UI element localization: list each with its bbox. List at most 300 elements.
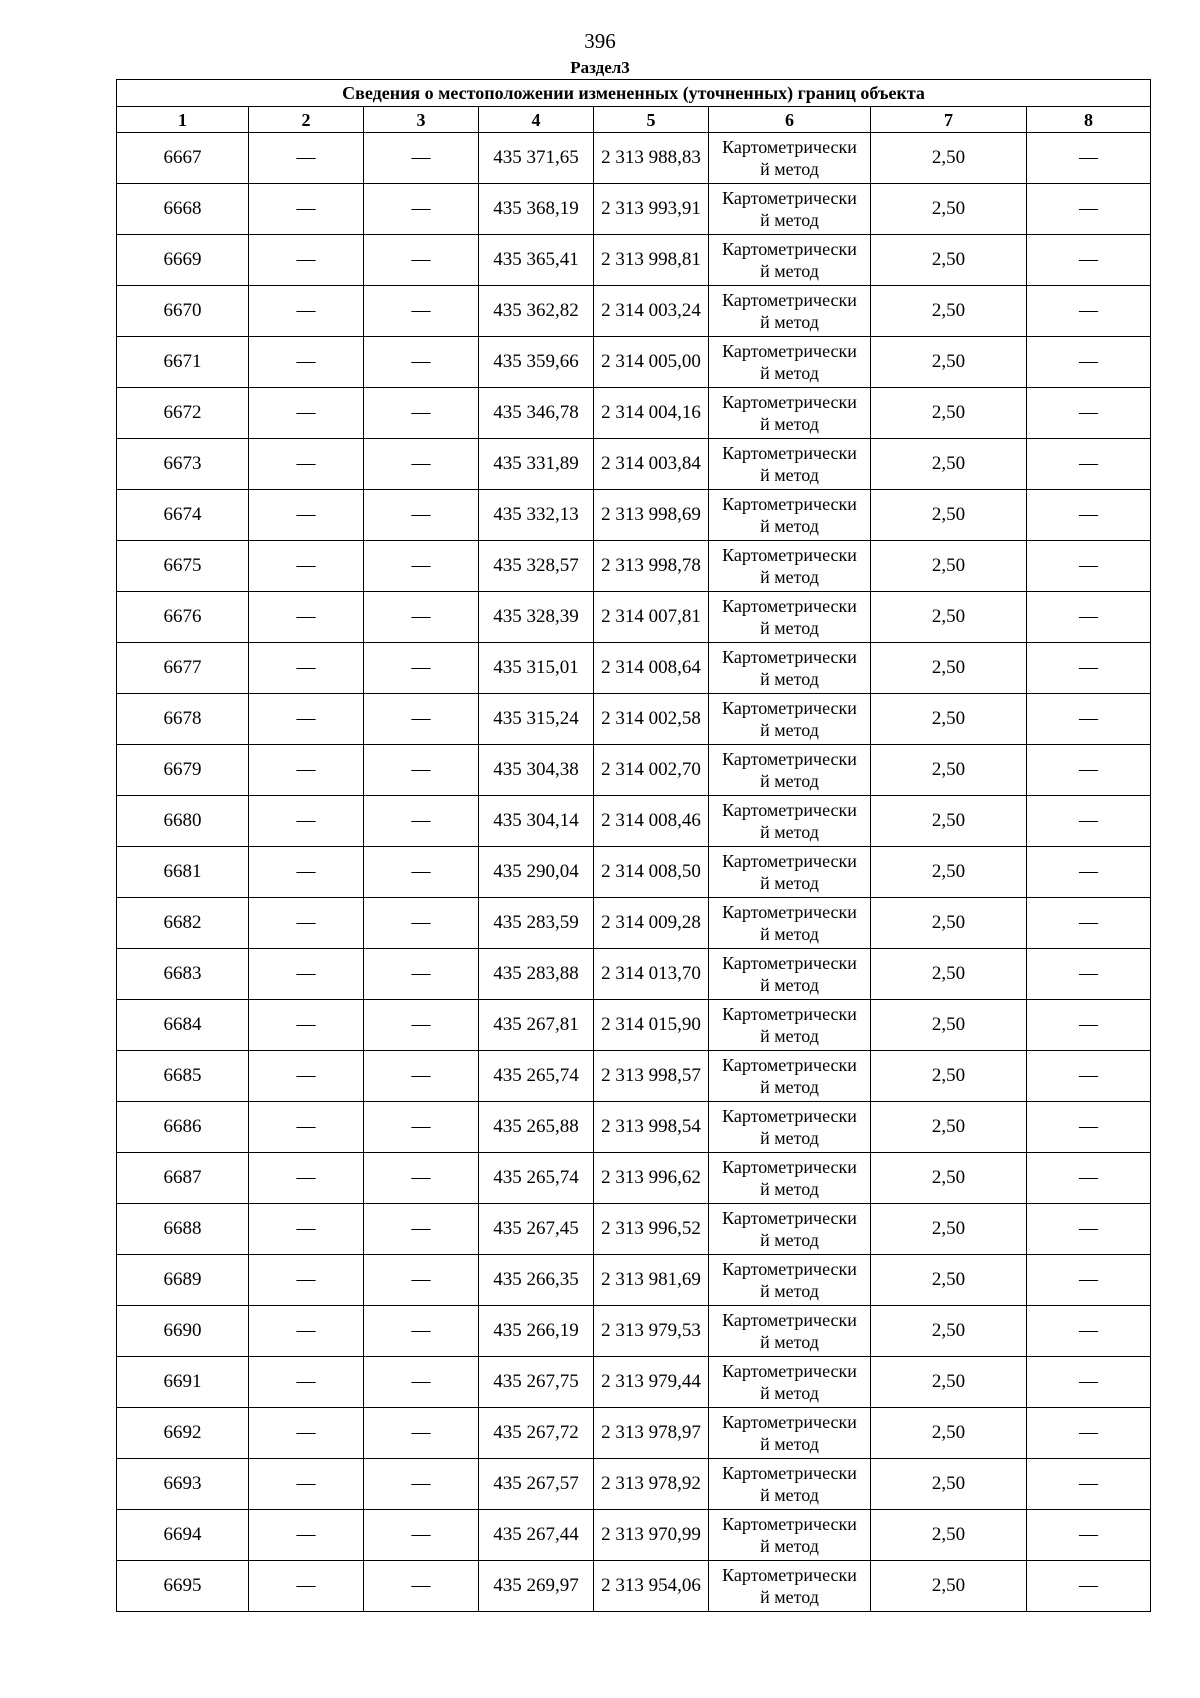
accuracy-cell: 2,50 bbox=[871, 1153, 1027, 1204]
table-row bbox=[117, 1561, 1151, 1612]
table-row bbox=[117, 286, 1151, 337]
dash-cell: — bbox=[364, 388, 479, 439]
dash-cell: — bbox=[1027, 1102, 1151, 1153]
method-cell bbox=[709, 643, 871, 694]
dash-cell: — bbox=[249, 643, 364, 694]
dash-cell: — bbox=[1027, 694, 1151, 745]
x-coordinate-cell: 435 371,65 bbox=[479, 133, 594, 184]
y-coordinate-cell: 2 313 979,44 bbox=[594, 1357, 709, 1408]
method-text-line1: Картометрически bbox=[722, 137, 857, 157]
method-cell bbox=[709, 694, 871, 745]
dash-cell: — bbox=[364, 1510, 479, 1561]
x-coordinate-cell: 435 266,19 bbox=[479, 1306, 594, 1357]
accuracy-cell: 2,50 bbox=[871, 898, 1027, 949]
method-text-line1: Картометрически bbox=[722, 1514, 857, 1534]
dash-cell: — bbox=[1027, 1000, 1151, 1051]
method-text-line2: й метод bbox=[760, 618, 819, 638]
method-cell bbox=[709, 1561, 871, 1612]
x-coordinate-cell: 435 283,59 bbox=[479, 898, 594, 949]
method-text-line2: й метод bbox=[760, 312, 819, 332]
dash-cell: — bbox=[1027, 235, 1151, 286]
table-row bbox=[117, 184, 1151, 235]
method-text-line2: й метод bbox=[760, 1026, 819, 1046]
dash-cell: — bbox=[364, 184, 479, 235]
point-number-cell: 6675 bbox=[117, 541, 249, 592]
x-coordinate-cell: 435 331,89 bbox=[479, 439, 594, 490]
method-cell bbox=[709, 1204, 871, 1255]
y-coordinate-cell: 2 313 970,99 bbox=[594, 1510, 709, 1561]
dash-cell: — bbox=[249, 949, 364, 1000]
y-coordinate-cell: 2 313 998,69 bbox=[594, 490, 709, 541]
point-number-cell: 6691 bbox=[117, 1357, 249, 1408]
column-number: 2 bbox=[249, 107, 364, 133]
point-number-cell: 6667 bbox=[117, 133, 249, 184]
column-number: 7 bbox=[871, 107, 1027, 133]
y-coordinate-cell: 2 314 002,58 bbox=[594, 694, 709, 745]
table-row bbox=[117, 490, 1151, 541]
method-text-line2: й метод bbox=[760, 924, 819, 944]
method-text-line2: й метод bbox=[760, 720, 819, 740]
accuracy-cell: 2,50 bbox=[871, 1051, 1027, 1102]
dash-cell: — bbox=[364, 286, 479, 337]
x-coordinate-cell: 435 283,88 bbox=[479, 949, 594, 1000]
dash-cell: — bbox=[249, 184, 364, 235]
method-text-line1: Картометрически bbox=[722, 1361, 857, 1381]
table-row bbox=[117, 592, 1151, 643]
dash-cell: — bbox=[249, 694, 364, 745]
method-cell bbox=[709, 1255, 871, 1306]
method-cell bbox=[709, 184, 871, 235]
accuracy-cell: 2,50 bbox=[871, 1102, 1027, 1153]
dash-cell: — bbox=[364, 1306, 479, 1357]
table-row bbox=[117, 541, 1151, 592]
method-text-line1: Картометрически bbox=[722, 1259, 857, 1279]
y-coordinate-cell: 2 314 005,00 bbox=[594, 337, 709, 388]
dash-cell: — bbox=[1027, 745, 1151, 796]
dash-cell: — bbox=[1027, 949, 1151, 1000]
table-row bbox=[117, 796, 1151, 847]
method-text-line2: й метод bbox=[760, 1485, 819, 1505]
dash-cell: — bbox=[249, 388, 364, 439]
method-text-line1: Картометрически bbox=[722, 596, 857, 616]
dash-cell: — bbox=[1027, 1357, 1151, 1408]
y-coordinate-cell: 2 313 988,83 bbox=[594, 133, 709, 184]
accuracy-cell: 2,50 bbox=[871, 1408, 1027, 1459]
point-number-cell: 6692 bbox=[117, 1408, 249, 1459]
method-text-line1: Картометрически bbox=[722, 1055, 857, 1075]
accuracy-cell: 2,50 bbox=[871, 1000, 1027, 1051]
dash-cell: — bbox=[364, 1408, 479, 1459]
dash-cell: — bbox=[249, 133, 364, 184]
accuracy-cell: 2,50 bbox=[871, 1255, 1027, 1306]
dash-cell: — bbox=[249, 541, 364, 592]
point-number-cell: 6683 bbox=[117, 949, 249, 1000]
dash-cell: — bbox=[249, 337, 364, 388]
dash-cell: — bbox=[1027, 1459, 1151, 1510]
point-number-cell: 6671 bbox=[117, 337, 249, 388]
x-coordinate-cell: 435 365,41 bbox=[479, 235, 594, 286]
y-coordinate-cell: 2 313 979,53 bbox=[594, 1306, 709, 1357]
accuracy-cell: 2,50 bbox=[871, 592, 1027, 643]
method-cell bbox=[709, 490, 871, 541]
x-coordinate-cell: 435 269,97 bbox=[479, 1561, 594, 1612]
dash-cell: — bbox=[364, 949, 479, 1000]
dash-cell: — bbox=[1027, 796, 1151, 847]
section-title: Раздел3 bbox=[570, 58, 630, 77]
dash-cell: — bbox=[1027, 1408, 1151, 1459]
table-row bbox=[117, 388, 1151, 439]
accuracy-cell: 2,50 bbox=[871, 1357, 1027, 1408]
method-cell bbox=[709, 439, 871, 490]
table-row bbox=[117, 694, 1151, 745]
column-number-row bbox=[117, 107, 1151, 133]
method-cell bbox=[709, 1408, 871, 1459]
table-row bbox=[117, 1408, 1151, 1459]
point-number-cell: 6693 bbox=[117, 1459, 249, 1510]
point-number-cell: 6694 bbox=[117, 1510, 249, 1561]
accuracy-cell: 2,50 bbox=[871, 796, 1027, 847]
method-text-line2: й метод bbox=[760, 261, 819, 281]
dash-cell: — bbox=[364, 796, 479, 847]
method-text-line2: й метод bbox=[760, 1281, 819, 1301]
table-row bbox=[117, 133, 1151, 184]
x-coordinate-cell: 435 346,78 bbox=[479, 388, 594, 439]
method-cell bbox=[709, 949, 871, 1000]
dash-cell: — bbox=[1027, 1051, 1151, 1102]
method-text-line2: й метод bbox=[760, 465, 819, 485]
accuracy-cell: 2,50 bbox=[871, 694, 1027, 745]
point-number-cell: 6685 bbox=[117, 1051, 249, 1102]
method-text-line2: й метод bbox=[760, 1179, 819, 1199]
y-coordinate-cell: 2 313 993,91 bbox=[594, 184, 709, 235]
dash-cell: — bbox=[249, 1051, 364, 1102]
y-coordinate-cell: 2 313 998,57 bbox=[594, 1051, 709, 1102]
x-coordinate-cell: 435 267,81 bbox=[479, 1000, 594, 1051]
dash-cell: — bbox=[364, 490, 479, 541]
point-number-cell: 6668 bbox=[117, 184, 249, 235]
method-text-line2: й метод bbox=[760, 1383, 819, 1403]
dash-cell: — bbox=[249, 796, 364, 847]
y-coordinate-cell: 2 314 015,90 bbox=[594, 1000, 709, 1051]
accuracy-cell: 2,50 bbox=[871, 1204, 1027, 1255]
point-number-cell: 6676 bbox=[117, 592, 249, 643]
dash-cell: — bbox=[364, 847, 479, 898]
method-text-line1: Картометрически bbox=[722, 290, 857, 310]
method-text-line1: Картометрически bbox=[722, 239, 857, 259]
dash-cell: — bbox=[1027, 1510, 1151, 1561]
dash-cell: — bbox=[364, 1255, 479, 1306]
dash-cell: — bbox=[1027, 439, 1151, 490]
table-body bbox=[117, 133, 1151, 1612]
accuracy-cell: 2,50 bbox=[871, 235, 1027, 286]
method-text-line1: Картометрически bbox=[722, 392, 857, 412]
boundary-coordinates-table bbox=[116, 79, 1151, 1612]
method-text-line2: й метод bbox=[760, 159, 819, 179]
method-cell bbox=[709, 388, 871, 439]
y-coordinate-cell: 2 314 007,81 bbox=[594, 592, 709, 643]
table-row bbox=[117, 439, 1151, 490]
dash-cell: — bbox=[364, 541, 479, 592]
dash-cell: — bbox=[249, 847, 364, 898]
x-coordinate-cell: 435 267,72 bbox=[479, 1408, 594, 1459]
method-text-line2: й метод bbox=[760, 669, 819, 689]
table-row bbox=[117, 898, 1151, 949]
accuracy-cell: 2,50 bbox=[871, 643, 1027, 694]
dash-cell: — bbox=[1027, 337, 1151, 388]
dash-cell: — bbox=[1027, 643, 1151, 694]
point-number-cell: 6674 bbox=[117, 490, 249, 541]
table-row bbox=[117, 1459, 1151, 1510]
dash-cell: — bbox=[364, 235, 479, 286]
table-caption: Сведения о местоположении измененных (уточненных) границ объекта bbox=[117, 80, 1151, 107]
table-row bbox=[117, 1255, 1151, 1306]
method-text-line1: Картометрически bbox=[722, 1310, 857, 1330]
table-row bbox=[117, 1102, 1151, 1153]
table-caption-row bbox=[117, 80, 1151, 107]
dash-cell: — bbox=[364, 898, 479, 949]
accuracy-cell: 2,50 bbox=[871, 1306, 1027, 1357]
accuracy-cell: 2,50 bbox=[871, 490, 1027, 541]
x-coordinate-cell: 435 267,75 bbox=[479, 1357, 594, 1408]
accuracy-cell: 2,50 bbox=[871, 337, 1027, 388]
x-coordinate-cell: 435 267,57 bbox=[479, 1459, 594, 1510]
dash-cell: — bbox=[249, 1255, 364, 1306]
table-row bbox=[117, 643, 1151, 694]
dash-cell: — bbox=[1027, 1204, 1151, 1255]
dash-cell: — bbox=[249, 235, 364, 286]
method-text-line2: й метод bbox=[760, 1332, 819, 1352]
method-text-line1: Картометрически bbox=[722, 494, 857, 514]
column-number: 1 bbox=[117, 107, 249, 133]
dash-cell: — bbox=[249, 1408, 364, 1459]
x-coordinate-cell: 435 265,74 bbox=[479, 1051, 594, 1102]
dash-cell: — bbox=[364, 592, 479, 643]
table-row bbox=[117, 1357, 1151, 1408]
method-text-line1: Картометрически bbox=[722, 1004, 857, 1024]
dash-cell: — bbox=[249, 745, 364, 796]
accuracy-cell: 2,50 bbox=[871, 1510, 1027, 1561]
method-text-line1: Картометрически bbox=[722, 647, 857, 667]
accuracy-cell: 2,50 bbox=[871, 184, 1027, 235]
y-coordinate-cell: 2 313 981,69 bbox=[594, 1255, 709, 1306]
method-cell bbox=[709, 1153, 871, 1204]
method-text-line1: Картометрически bbox=[722, 851, 857, 871]
point-number-cell: 6678 bbox=[117, 694, 249, 745]
column-number: 6 bbox=[709, 107, 871, 133]
method-text-line2: й метод bbox=[760, 516, 819, 536]
dash-cell: — bbox=[1027, 388, 1151, 439]
table-row bbox=[117, 235, 1151, 286]
dash-cell: — bbox=[364, 1102, 479, 1153]
method-cell bbox=[709, 1306, 871, 1357]
accuracy-cell: 2,50 bbox=[871, 541, 1027, 592]
method-cell bbox=[709, 592, 871, 643]
dash-cell: — bbox=[364, 745, 479, 796]
table-row bbox=[117, 1306, 1151, 1357]
page-number: 396 bbox=[584, 29, 616, 53]
point-number-cell: 6687 bbox=[117, 1153, 249, 1204]
point-number-cell: 6679 bbox=[117, 745, 249, 796]
x-coordinate-cell: 435 265,88 bbox=[479, 1102, 594, 1153]
dash-cell: — bbox=[249, 898, 364, 949]
table-row bbox=[117, 337, 1151, 388]
point-number-cell: 6673 bbox=[117, 439, 249, 490]
accuracy-cell: 2,50 bbox=[871, 745, 1027, 796]
y-coordinate-cell: 2 313 998,78 bbox=[594, 541, 709, 592]
point-number-cell: 6681 bbox=[117, 847, 249, 898]
point-number-cell: 6682 bbox=[117, 898, 249, 949]
y-coordinate-cell: 2 314 002,70 bbox=[594, 745, 709, 796]
method-text-line1: Картометрически bbox=[722, 953, 857, 973]
dash-cell: — bbox=[1027, 1255, 1151, 1306]
x-coordinate-cell: 435 332,13 bbox=[479, 490, 594, 541]
method-text-line2: й метод bbox=[760, 1434, 819, 1454]
point-number-cell: 6684 bbox=[117, 1000, 249, 1051]
method-text-line2: й метод bbox=[760, 975, 819, 995]
x-coordinate-cell: 435 290,04 bbox=[479, 847, 594, 898]
table-header bbox=[117, 80, 1151, 133]
accuracy-cell: 2,50 bbox=[871, 847, 1027, 898]
table-row bbox=[117, 1153, 1151, 1204]
table-row bbox=[117, 1204, 1151, 1255]
method-text-line2: й метод bbox=[760, 1128, 819, 1148]
dash-cell: — bbox=[249, 439, 364, 490]
y-coordinate-cell: 2 314 008,46 bbox=[594, 796, 709, 847]
method-text-line1: Картометрически bbox=[722, 800, 857, 820]
dash-cell: — bbox=[364, 1357, 479, 1408]
dash-cell: — bbox=[249, 1459, 364, 1510]
dash-cell: — bbox=[1027, 490, 1151, 541]
x-coordinate-cell: 435 304,14 bbox=[479, 796, 594, 847]
method-text-line1: Картометрически bbox=[722, 698, 857, 718]
dash-cell: — bbox=[1027, 541, 1151, 592]
y-coordinate-cell: 2 314 003,84 bbox=[594, 439, 709, 490]
dash-cell: — bbox=[249, 286, 364, 337]
column-number: 5 bbox=[594, 107, 709, 133]
dash-cell: — bbox=[1027, 286, 1151, 337]
method-cell bbox=[709, 1051, 871, 1102]
y-coordinate-cell: 2 313 978,97 bbox=[594, 1408, 709, 1459]
dash-cell: — bbox=[249, 1102, 364, 1153]
x-coordinate-cell: 435 267,44 bbox=[479, 1510, 594, 1561]
y-coordinate-cell: 2 313 954,06 bbox=[594, 1561, 709, 1612]
method-text-line1: Картометрически bbox=[722, 443, 857, 463]
method-text-line1: Картометрически bbox=[722, 1565, 857, 1585]
dash-cell: — bbox=[364, 1000, 479, 1051]
x-coordinate-cell: 435 315,01 bbox=[479, 643, 594, 694]
method-text-line2: й метод bbox=[760, 771, 819, 791]
accuracy-cell: 2,50 bbox=[871, 1561, 1027, 1612]
point-number-cell: 6670 bbox=[117, 286, 249, 337]
dash-cell: — bbox=[249, 1357, 364, 1408]
table-row bbox=[117, 1510, 1151, 1561]
dash-cell: — bbox=[364, 643, 479, 694]
method-text-line2: й метод bbox=[760, 567, 819, 587]
dash-cell: — bbox=[1027, 133, 1151, 184]
dash-cell: — bbox=[364, 1561, 479, 1612]
method-text-line1: Картометрически bbox=[722, 341, 857, 361]
column-number: 8 bbox=[1027, 107, 1151, 133]
method-text-line2: й метод bbox=[760, 414, 819, 434]
method-cell bbox=[709, 1357, 871, 1408]
method-text-line2: й метод bbox=[760, 363, 819, 383]
method-text-line1: Картометрически bbox=[722, 1463, 857, 1483]
x-coordinate-cell: 435 304,38 bbox=[479, 745, 594, 796]
dash-cell: — bbox=[1027, 184, 1151, 235]
method-text-line2: й метод bbox=[760, 1230, 819, 1250]
point-number-cell: 6690 bbox=[117, 1306, 249, 1357]
method-text-line2: й метод bbox=[760, 873, 819, 893]
x-coordinate-cell: 435 362,82 bbox=[479, 286, 594, 337]
dash-cell: — bbox=[364, 1459, 479, 1510]
x-coordinate-cell: 435 315,24 bbox=[479, 694, 594, 745]
column-number: 4 bbox=[479, 107, 594, 133]
accuracy-cell: 2,50 bbox=[871, 949, 1027, 1000]
dash-cell: — bbox=[364, 133, 479, 184]
point-number-cell: 6689 bbox=[117, 1255, 249, 1306]
method-cell bbox=[709, 847, 871, 898]
x-coordinate-cell: 435 359,66 bbox=[479, 337, 594, 388]
dash-cell: — bbox=[249, 1204, 364, 1255]
accuracy-cell: 2,50 bbox=[871, 439, 1027, 490]
dash-cell: — bbox=[364, 694, 479, 745]
method-cell bbox=[709, 745, 871, 796]
method-text-line2: й метод bbox=[760, 822, 819, 842]
x-coordinate-cell: 435 328,39 bbox=[479, 592, 594, 643]
method-cell bbox=[709, 1102, 871, 1153]
method-text-line1: Картометрически bbox=[722, 902, 857, 922]
y-coordinate-cell: 2 313 998,54 bbox=[594, 1102, 709, 1153]
table-row bbox=[117, 949, 1151, 1000]
dash-cell: — bbox=[1027, 1306, 1151, 1357]
method-cell bbox=[709, 1510, 871, 1561]
method-text-line2: й метод bbox=[760, 1077, 819, 1097]
dash-cell: — bbox=[1027, 898, 1151, 949]
dash-cell: — bbox=[249, 1306, 364, 1357]
method-cell bbox=[709, 133, 871, 184]
method-cell bbox=[709, 541, 871, 592]
y-coordinate-cell: 2 313 998,81 bbox=[594, 235, 709, 286]
x-coordinate-cell: 435 267,45 bbox=[479, 1204, 594, 1255]
point-number-cell: 6695 bbox=[117, 1561, 249, 1612]
point-number-cell: 6688 bbox=[117, 1204, 249, 1255]
dash-cell: — bbox=[249, 490, 364, 541]
dash-cell: — bbox=[249, 1153, 364, 1204]
table-row bbox=[117, 1051, 1151, 1102]
point-number-cell: 6669 bbox=[117, 235, 249, 286]
point-number-cell: 6680 bbox=[117, 796, 249, 847]
y-coordinate-cell: 2 314 008,64 bbox=[594, 643, 709, 694]
dash-cell: — bbox=[1027, 847, 1151, 898]
method-text-line2: й метод bbox=[760, 1587, 819, 1607]
method-cell bbox=[709, 1000, 871, 1051]
method-cell bbox=[709, 1459, 871, 1510]
method-cell bbox=[709, 235, 871, 286]
point-number-cell: 6686 bbox=[117, 1102, 249, 1153]
method-text-line1: Картометрически bbox=[722, 749, 857, 769]
dash-cell: — bbox=[249, 1000, 364, 1051]
dash-cell: — bbox=[364, 1051, 479, 1102]
method-cell bbox=[709, 796, 871, 847]
point-number-cell: 6672 bbox=[117, 388, 249, 439]
y-coordinate-cell: 2 314 003,24 bbox=[594, 286, 709, 337]
method-text-line1: Картометрически bbox=[722, 1412, 857, 1432]
y-coordinate-cell: 2 313 996,52 bbox=[594, 1204, 709, 1255]
x-coordinate-cell: 435 266,35 bbox=[479, 1255, 594, 1306]
column-number: 3 bbox=[364, 107, 479, 133]
dash-cell: — bbox=[364, 1204, 479, 1255]
accuracy-cell: 2,50 bbox=[871, 1459, 1027, 1510]
